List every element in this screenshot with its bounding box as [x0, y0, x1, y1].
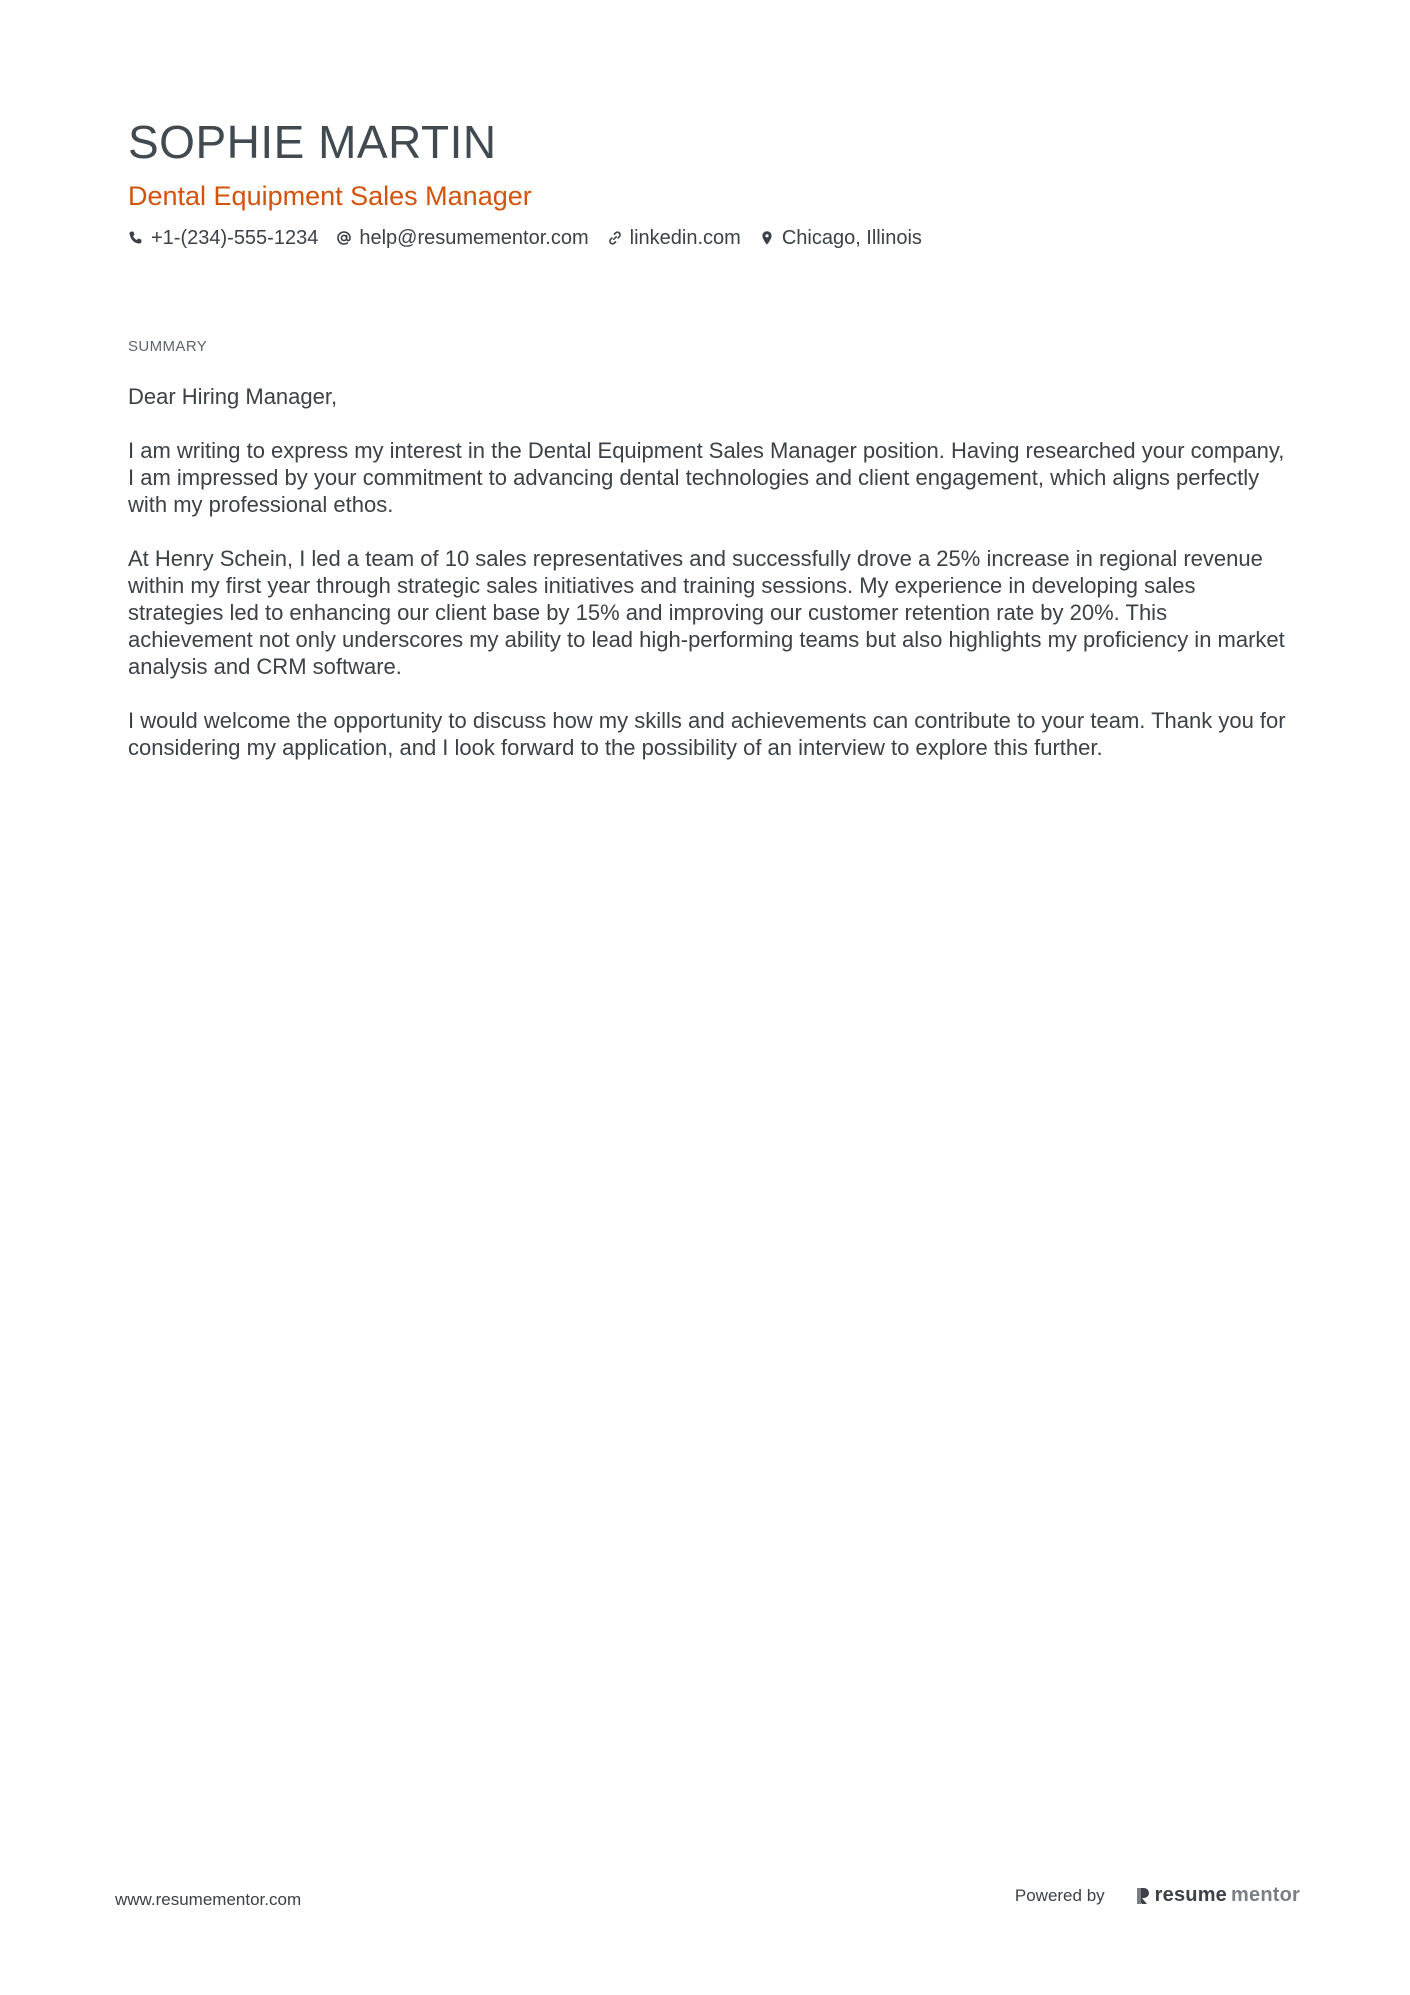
- candidate-name: SOPHIE MARTIN: [128, 116, 497, 168]
- location-text: Chicago, Illinois: [781, 227, 922, 249]
- letter-paragraph: At Henry Schein, I led a team of 10 sales representatives and successfully drove a 25% increase in regional revenue within my first year through strategic sales initiatives and training sessions. My experience in developing sales strategies led to enhancing our client base by 15% and improving our customer retention rate by 20%. This achievement not only underscores my ability to lead high-performing teams but also highlights my proficiency in market analysis and CRM software.: [128, 546, 1285, 679]
- letter-paragraph: I am writing to express my interest in the Dental Equipment Sales Manager position. Having researched your company, I am impressed by your commitment to advancing dental technologies and client engagement, which aligns perfectly with my professional ethos.: [128, 438, 1285, 517]
- contact-location: [759, 224, 922, 252]
- contact-linkedin: [607, 224, 741, 252]
- powered-by-label: Powered by: [1014, 1885, 1105, 1905]
- brand-logo[interactable]: [1135, 1884, 1300, 1907]
- linkedin-text[interactable]: linkedin.com: [629, 227, 741, 249]
- phone-text[interactable]: +1-(234)-555-1234: [151, 227, 319, 249]
- brand-name-part1: resume: [1154, 1884, 1228, 1906]
- brand-name-part2: mentor: [1231, 1884, 1300, 1906]
- contact-phone: [128, 224, 318, 252]
- letter-paragraph: I would welcome the opportunity to discuss how my skills and achievements can contribute to your team. Thank you for considering my application, and I look forward to the possibility of an interview to explore this further.: [128, 708, 1286, 760]
- contact-email: [336, 224, 588, 252]
- letter-salutation: Dear Hiring Manager,: [128, 384, 338, 409]
- footer-branding: [1015, 1884, 1300, 1907]
- at-icon: [336, 230, 352, 246]
- job-title: Dental Equipment Sales Manager: [128, 181, 532, 211]
- footer-website[interactable]: www.resumementor.com: [115, 1890, 302, 1909]
- resumementor-logo-icon: [1135, 1886, 1151, 1906]
- email-text[interactable]: help@resumementor.com: [359, 227, 589, 249]
- letter-body: [128, 383, 1288, 788]
- location-pin-icon: [759, 230, 775, 246]
- header: [128, 112, 1288, 252]
- phone-icon: [128, 230, 144, 246]
- contact-bar: [128, 224, 1288, 252]
- link-icon: [607, 230, 623, 246]
- section-label-summary: SUMMARY: [128, 338, 208, 355]
